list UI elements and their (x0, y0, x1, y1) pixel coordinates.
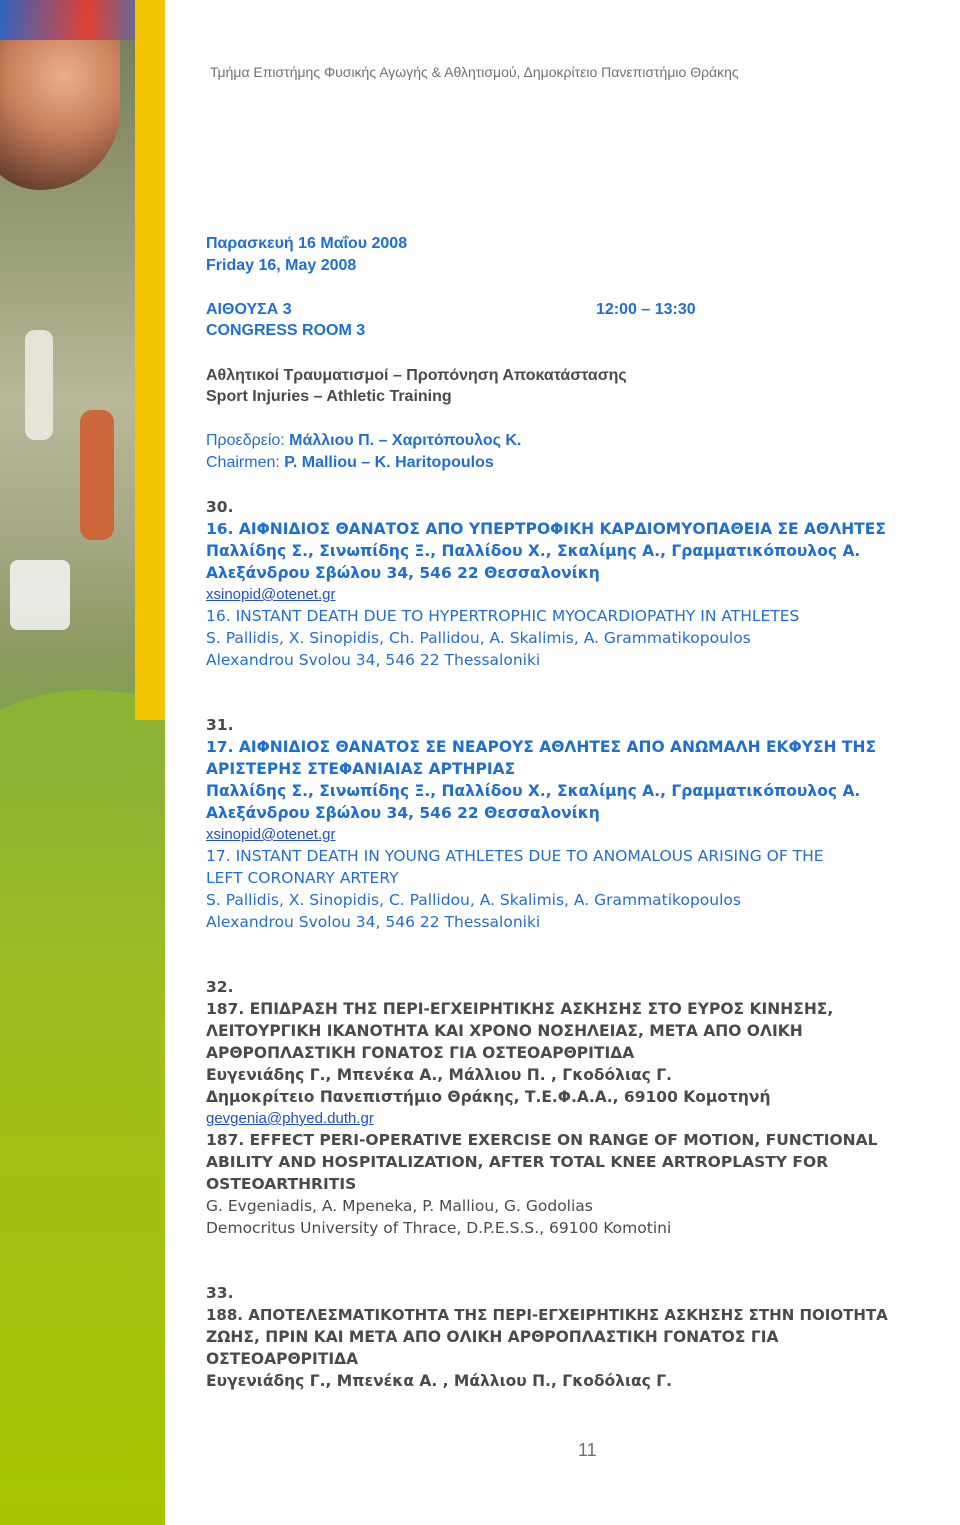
chair-gr-names: Μάλλιου Π. – Χαριτόπουλος Κ. (289, 432, 522, 449)
session-title-gr: Αθλητικοί Τραυματισμοί – Προπόνηση Αποκατάστασης (206, 367, 627, 384)
entry-email[interactable]: xsinopid@otenet.gr (206, 586, 336, 603)
session-time: 12:00 – 13:30 (596, 301, 696, 318)
entry-title-gr: 16. ΑΙΦΝΙΔΙΟΣ ΘΑΝΑΤΟΣ ΑΠΟ ΥΠΕΡΤΡΟΦΙΚΗ ΚΑΡΔΙΟΜΥΟΠΑΘΕΙΑ ΣΕ ΑΘΛΗΤΕΣ (206, 520, 886, 538)
entry-title-en: 187. EFFECT PERI-OPERATIVE EXERCISE ON RANGE OF MOTION, FUNCTIONAL (206, 1131, 878, 1149)
entry-title-gr-cont: ΖΩΗΣ, ΠΡΙΝ ΚΑΙ ΜΕΤΑ ΑΠΟ ΟΛΙΚΗ ΑΡΘΡΟΠΛΑΣΤΙΚΗ ΓΟΝΑΤΟΣ ΓΙΑ (206, 1328, 779, 1346)
session-title-en: Sport Injuries – Athletic Training (206, 388, 452, 405)
entry-address-en: Alexandrou Svolou 34, 546 22 Thessaloniki (206, 913, 541, 931)
entry-authors-gr: Ευγενιάδης Γ., Μπενέκα Α. , Μάλλιου Π., Γκοδόλιας Γ. (206, 1372, 672, 1390)
chair-en-names: P. Malliou – K. Haritopoulos (284, 454, 494, 471)
entry-authors-en: S. Pallidis, X. Sinopidis, C. Pallidou, A. Skalimis, A. Grammatikopoulos (206, 891, 741, 909)
entry-title-en-cont: OSTEOARTHRITIS (206, 1175, 357, 1193)
chair-en (206, 452, 494, 474)
page-number: 11 (578, 1440, 597, 1460)
entry-address-gr: Αλεξάνδρου Σβώλου 34, 546 22 Θεσσαλονίκη (206, 804, 600, 822)
entry-address-gr: Δημοκρίτειο Πανεπιστήμιο Θράκης, Τ.Ε.Φ.Α.Α., 69100 Κομοτηνή (206, 1088, 771, 1106)
entry-title-en: 17. INSTANT DEATH IN YOUNG ATHLETES DUE TO ANOMALOUS ARISING OF THE (206, 847, 824, 865)
entry-title-gr-cont: ΟΣΤΕΟΑΡΘΡΙΤΙΔΑ (206, 1350, 359, 1368)
entry-title-gr-cont: ΑΡΙΣΤΕΡΗΣ ΣΤΕΦΑΝΙΑΙΑΣ ΑΡΤΗΡΙΑΣ (206, 760, 516, 778)
entry-number: 33. (206, 1284, 234, 1302)
entry-address-en: Democritus University of Thrace, D.P.E.S.S., 69100 Komotini (206, 1219, 672, 1237)
entry-title-en-cont: LEFT CORONARY ARTERY (206, 869, 399, 887)
entry-authors-en: G. Evgeniadis, A. Mpeneka, P. Malliou, G. Godolias (206, 1197, 593, 1215)
chair-gr-label: Προεδρείο: (206, 432, 290, 449)
entry-email[interactable]: gevgenia@phyed.duth.gr (206, 1110, 374, 1127)
entry-authors-gr: Παλλίδης Σ., Σινωπίδης Ξ., Παλλίδου Χ., Σκαλίμης Α., Γραμματικόπουλος Α. (206, 782, 861, 800)
entry-authors-en: S. Pallidis, X. Sinopidis, Ch. Pallidou, A. Skalimis, A. Grammatikopoulos (206, 629, 751, 647)
green-band (0, 770, 165, 1525)
yellow-stripe (135, 0, 165, 720)
entry-title-en-cont: ABILITY AND HOSPITALIZATION, AFTER TOTAL KNEE ARTROPLASTY FOR (206, 1153, 829, 1171)
date-en: Friday 16, May 2008 (206, 257, 357, 274)
entry-authors-gr: Παλλίδης Σ., Σινωπίδης Ξ., Παλλίδου Χ., Σκαλίμης Α., Γραμματικόπουλος Α. (206, 542, 861, 560)
entry-email[interactable]: xsinopid@otenet.gr (206, 826, 336, 843)
entry-title-gr: 17. ΑΙΦΝΙΔΙΟΣ ΘΑΝΑΤΟΣ ΣΕ ΝΕΑΡΟΥΣ ΑΘΛΗΤΕΣ ΑΠΟ ΑΝΩΜΑΛΗ ΕΚΦΥΣΗ ΤΗΣ (206, 738, 877, 756)
entry-title-gr: 187. ΕΠΙΔΡΑΣΗ ΤΗΣ ΠΕΡΙ-ΕΓΧΕΙΡΗΤΙΚΗΣ ΑΣΚΗΣΗΣ ΣΤΟ ΕΥΡΟΣ ΚΙΝΗΣΗΣ, (206, 1000, 834, 1018)
entry-title-en: 16. INSTANT DEATH DUE TO HYPERTROPHIC MYOCARDIOPATHY IN ATHLETES (206, 607, 800, 625)
entry-title-gr: 188. ΑΠΟΤΕΛΕΣΜΑΤΙΚΟΤΗΤΑ ΤΗΣ ΠΕΡΙ-ΕΓΧΕΙΡΗΤΙΚΗΣ ΑΣΚΗΣΗΣ ΣΤΗΝ ΠΟΙΟΤΗΤΑ (206, 1306, 888, 1324)
runner-figure (10, 560, 70, 630)
entry-number: 32. (206, 978, 234, 996)
entry-number: 31. (206, 716, 234, 734)
entry-title-gr-cont: ΛΕΙΤΟΥΡΓΙΚΗ ΙΚΑΝΟΤΗΤΑ ΚΑΙ ΧΡΟΝΟ ΝΟΣΗΛΕΙΑΣ, ΜΕΤΑ ΑΠΟ ΟΛΙΚΗ (206, 1022, 803, 1040)
sidebar-artwork (0, 0, 165, 1525)
runner-figure (25, 330, 53, 440)
chair-gr (206, 430, 521, 452)
entry-authors-gr: Ευγενιάδης Γ., Μπενέκα Α., Μάλλιου Π. , Γκοδόλιας Γ. (206, 1066, 672, 1084)
runner-figure (80, 410, 114, 540)
entry-number: 30. (206, 498, 234, 516)
date-gr: Παρασκευή 16 Μαΐου 2008 (206, 235, 408, 252)
page-header: Τμήμα Επιστήμης Φυσικής Αγωγής & Αθλητισμού, Δημοκρίτειο Πανεπιστήμιο Θράκης (210, 64, 739, 80)
room-gr: ΑΙΘΟΥΣΑ 3 (206, 301, 292, 318)
entry-address-gr: Αλεξάνδρου Σβώλου 34, 546 22 Θεσσαλονίκη (206, 564, 600, 582)
entry-address-en: Alexandrou Svolou 34, 546 22 Thessaloniki (206, 651, 541, 669)
chair-en-label: Chairmen: (206, 454, 285, 471)
entry-title-gr-cont: ΑΡΘΡΟΠΛΑΣΤΙΚΗ ΓΟΝΑΤΟΣ ΓΙΑ ΟΣΤΕΟΑΡΘΡΙΤΙΔΑ (206, 1044, 635, 1062)
room-en: CONGRESS ROOM 3 (206, 322, 366, 339)
